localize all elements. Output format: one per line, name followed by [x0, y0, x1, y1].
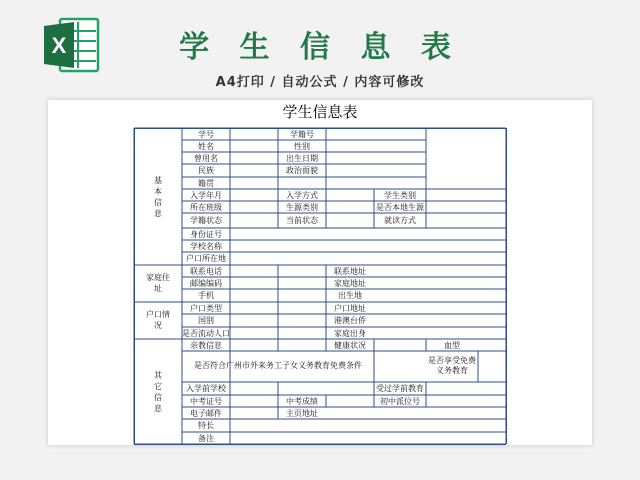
label-gender: 性别 [294, 142, 310, 151]
label-name: 姓名 [198, 142, 214, 151]
label-source-category: 生源类别 [286, 203, 318, 212]
label-specialty: 特长 [198, 421, 214, 430]
label-current-status: 当前状态 [286, 216, 318, 225]
label-hukou-address: 户口地址 [334, 304, 366, 313]
label-zhongkao-no: 中考证号 [190, 397, 222, 406]
label-contact-phone: 联系电话 [190, 267, 222, 276]
excel-logo-letter: X [51, 33, 67, 58]
label-zhongkao-rank: 初中派位号 [380, 397, 420, 406]
label-student-no: 学号 [198, 130, 214, 139]
label-family-status: 家庭出身 [334, 329, 366, 338]
label-free-compulsory: 是否享受免费义务教育 [428, 356, 476, 375]
label-is-migrant: 是否流动人口 [182, 329, 230, 338]
label-id-card-no: 身份证号 [190, 230, 222, 239]
label-postal-code: 邮编编码 [190, 279, 222, 288]
label-native-place: 籍贯 [198, 179, 214, 188]
label-class: 所在班级 [190, 203, 222, 212]
label-school-reg-no: 学籍号 [290, 130, 314, 139]
label-hk-macau-tw: 港澳台侨 [334, 316, 366, 325]
label-political-status: 政治面貌 [286, 166, 318, 175]
section-hukou: 户口情况 [146, 310, 170, 330]
label-hukou-type: 户口类型 [190, 304, 222, 313]
banner [0, 0, 640, 100]
page-title: 学 生 信 息 表 [179, 30, 461, 65]
label-homepage: 主页地址 [286, 409, 318, 418]
label-is-local: 是否本地生源 [376, 203, 424, 212]
section-home-address: 家庭住址 [146, 273, 170, 293]
label-mobile: 手机 [198, 291, 214, 300]
label-zhongkao-score: 中考成绩 [286, 397, 318, 406]
label-preschool: 入学前学校 [186, 384, 226, 393]
label-school-name: 学校名称 [190, 242, 222, 251]
label-student-category: 学生类别 [384, 191, 416, 200]
label-home-address: 家庭地址 [334, 279, 366, 288]
label-ethnicity: 民族 [198, 166, 214, 175]
label-enroll-method: 入学方式 [286, 191, 318, 200]
section-other-info: 其它信息 [154, 371, 162, 413]
label-health-status: 健康状况 [334, 341, 366, 350]
label-enroll-date: 入学年月 [190, 191, 222, 200]
label-reg-status: 学籍状态 [190, 216, 222, 225]
label-gz-free-edu: 是否符合广州市外来务工子女义务教育免费条件 [194, 361, 362, 370]
label-hukou-location: 户口所在地 [186, 254, 226, 263]
label-contact-address: 联系地址 [334, 267, 366, 276]
label-relative-info: 亲教信息 [190, 341, 222, 350]
student-info-sheet [48, 100, 592, 445]
label-blood-type: 血型 [444, 341, 460, 350]
label-received-preschool: 受过学前教育 [376, 384, 424, 393]
label-email: 电子邮件 [190, 409, 222, 418]
sheet-title: 学生信息表 [282, 103, 358, 121]
label-birthplace: 出生地 [338, 291, 362, 300]
page-subtitle: A4打印 / 自动公式 / 内容可修改 [215, 75, 425, 90]
label-birth-date: 出生日期 [286, 154, 318, 163]
label-nationality: 国别 [198, 316, 214, 325]
label-former-name: 曾用名 [194, 154, 218, 163]
section-basic-info: 基本信息 [154, 176, 162, 218]
label-remarks: 备注 [198, 434, 214, 443]
label-study-mode: 就读方式 [384, 216, 416, 225]
